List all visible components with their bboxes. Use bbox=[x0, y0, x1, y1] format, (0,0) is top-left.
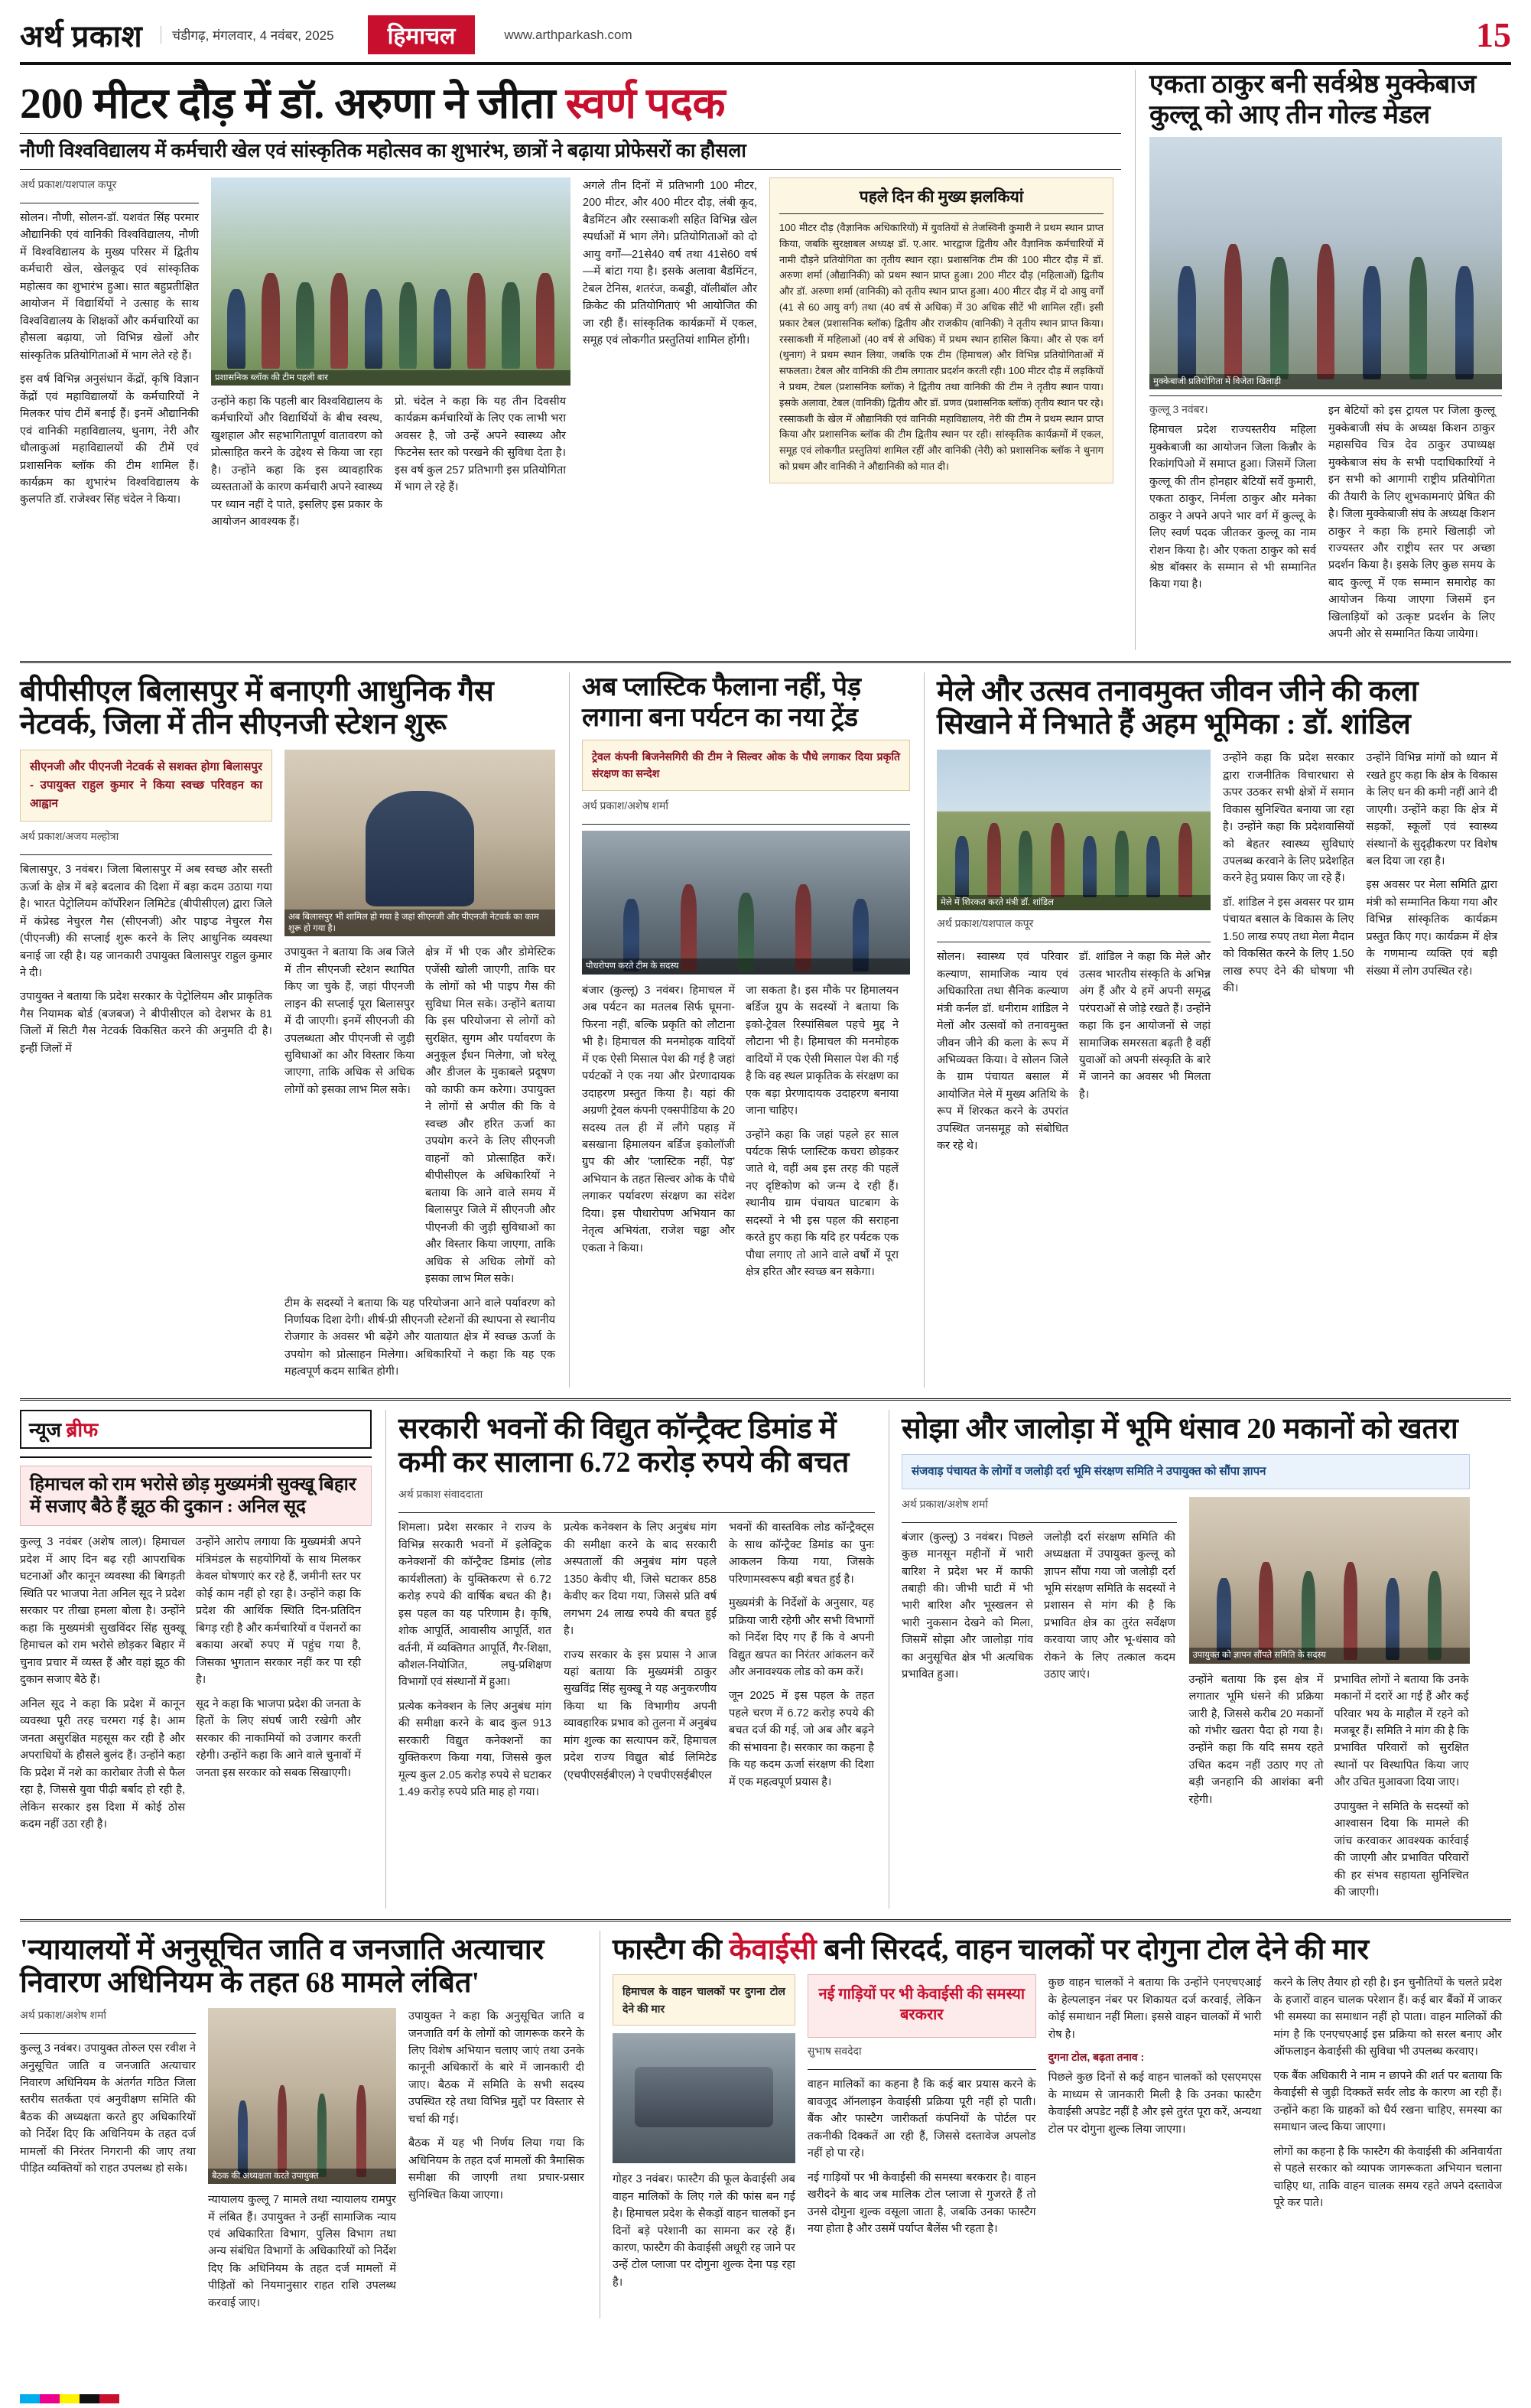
landslide-photo-caption: उपायुक्त को ज्ञापन सौंपते समिति के सदस्य bbox=[1189, 1648, 1471, 1663]
court-para-4: बैठक में यह भी निर्णय लिया गया कि अधिनियम के तहत दर्ज मामलों की त्रैमासिक समीक्षा की जाएगी तथा प्रचार-प्रसार सुनिश्चित किया जाएगा। bbox=[408, 2137, 584, 2201]
page-number: 15 bbox=[1476, 15, 1511, 54]
landslide-photo bbox=[1189, 1497, 1471, 1664]
bpcl-para-2: उपायुक्त ने बताया कि प्रदेश सरकार के पेट्रोलियम और प्राकृतिक गैस नियामक बोर्ड (बजबज) ने बीपीसीएल को देशभर के 81 जिलों में सिटी गैस नेटवर्क विकसित करने की अनुमति दी है। इन्हीं जिलों में bbox=[20, 991, 272, 1055]
divider bbox=[779, 213, 1104, 214]
fastag-para-6: करने के लिए तैयार हो रही है। इन चुनौतियों के चलते प्रदेश के हजारों वाहन चालक परेशान हैं। कई बार बैंकों में जाकर भी समस्या का समाधान नहीं हो पाता। वाहन मालिकों की मांग है कि एनएचएआई इस प्रक्रिया को सरल बनाए और ऑफलाइन केवाईसी की सुविधा भी उपलब्ध करवाए। bbox=[1273, 1977, 1502, 2058]
plastic-para-3: उन्होंने कहा कि जहां पहले हर साल पर्यटक सिर्फ प्लास्टिक कचरा छोड़कर जाते थे, वहीं अब इस तरह की पहलें नए दृष्टिकोण को जन्म दे रही हैं। स्थानीय ग्राम पंचायत घाटबाग के सदस्यों ने भी इस पहल की सराहना करते हुए कहा कि यदि हर पर्यटक एक पौधा लगाए तो आने वाले वर्षों में पूरा क्षेत्र हरित और स्वच्छ बन सकेगा। bbox=[746, 1128, 899, 1279]
photo-figures bbox=[937, 809, 1211, 898]
court-photo bbox=[208, 2008, 396, 2184]
electric-para-1: शिमला। प्रदेश सरकार ने राज्य के विभिन्न सरकारी भवनों में इलेक्ट्रिक कनेक्शनों की कॉन्ट्रैक्ट डिमांड (लोड कार्यशीलता) के युक्तिकरण से 6.72 करोड़ रुपये की वार्षिक बचत की है। इस पहल का यह परिणाम है। कृषि, शोक आपूर्ति, आवासीय आपूर्ति, शत वर्तनी, में व्यक्तिगत आपूर्ति, गैर-शिक्षा, कौशल-नियोजित, लघु-प्रशिक्षण विभागों एवं संस्थानों में हुआ। bbox=[398, 1521, 551, 1689]
bpcl-kicker: सीएनजी और पीएनजी नेटवर्क से सशक्त होगा बिलासपुर - उपायुक्त राहुल कुमार ने किया स्वच्छ परिवहन का आह्वान bbox=[30, 760, 262, 811]
news-brief-para-3: उन्होंने आरोप लगाया कि मुख्यमंत्री अपने मंत्रिमंडल के सहयोगियों के साथ मिलकर केवल घोषणाएं कर रहे हैं, जमीनी स्तर पर कोई काम नहीं हो रहा है। उन्होंने कहा कि प्रदेश की आर्थिक स्थिति दिन-प्रतिदिन बिगड़ रही है और कर्मचारियों व पेंशनरों का बकाया अरबों रुपए में पहुंच गया है, जिसका भुगतान सरकार नहीं कर पा रही है। bbox=[196, 1536, 361, 1687]
publication-logo: अर्थ प्रकाश bbox=[20, 19, 143, 54]
website-url[interactable]: www.arthparkash.com bbox=[504, 27, 632, 42]
bpcl-photo bbox=[284, 750, 555, 936]
electric-para-2: प्रत्येक कनेक्शन के लिए अनुबंध मांग की समीक्षा करने के बाद कुल 913 सरकारी विद्युत कनेक्शनों का युक्तिकरण किया गया, जिससे कुल मूल्य कुल 2.05 करोड़ रुपये से घटाकर 1.49 करोड़ रुपये प्रति माह हो गया। bbox=[398, 1700, 551, 1799]
lead-para-4: प्रो. चंदेल ने कहा कि यह तीन दिवसीय कार्यक्रम कर्मचारियों के लिए एक लाभी भरा अवसर है, जो उन्हें अपने स्वास्थ्य और फिटनेस स्तर को परखने की सुविधा देता है। इस वर्ष कुल 257 प्रतिभागी इस प्रतियोगिता में भाग ले रहे हैं। bbox=[395, 395, 566, 494]
issue-date: चंडीगढ़, मंगलवार, 4 नवंबर, 2025 bbox=[161, 26, 333, 44]
electric-headline: सरकारी भवनों की विद्युत कॉन्ट्रैक्ट डिमांड में कमी कर सालाना 6.72 करोड़ रुपये की बचत bbox=[398, 1412, 850, 1479]
edition-badge: हिमाचल bbox=[368, 15, 476, 54]
divider bbox=[1149, 395, 1502, 396]
fastag-para-1: गोहर 3 नवंबर। फास्टैग की फूल केवाईसी अब वाहन मालिकों के लिए गले की फांस बन गई है। हिमाचल प्रदेश के सैकड़ों वाहन चालकों इन दिनों बड़े परेशानी का सामना कर रहे हैं। कारण, फास्टैग की केवाईसी अधूरी रह जाने पर उन्हें टोल प्लाजा पर दोगुना शुल्क देना पड़ रहा है। bbox=[613, 2173, 795, 2289]
electric-story bbox=[385, 1410, 875, 1909]
news-brief-para-2: अनिल सूद ने कहा कि प्रदेश में कानून व्यवस्था पूरी तरह चरमरा गई है। आम जनता असुरक्षित महसूस कर रही है और अपराधियों के हौसले बुलंद हैं। उन्होंने कहा कि प्रदेश में नशे का कारोबार तेजी से फैल रहा है, जिससे युवा पीढ़ी बर्बाद हो रही है, लेकिन सरकार इस दिशा में कोई ठोस कदम नहीं उठा रही है। bbox=[20, 1697, 185, 1830]
plastic-byline: अर्थ प्रकाश/अशेष शर्मा bbox=[582, 799, 669, 812]
masthead bbox=[20, 14, 1511, 65]
bpcl-para-1: बिलासपुर, 3 नवंबर। जिला बिलासपुर में अब स्वच्छ और सस्ती ऊर्जा के क्षेत्र में बड़े बदलाव की दिशा में बड़ा कदम उठाया गया है। भारत पेट्रोलियम कॉर्पोरेशन लिमिटेड (बीपीसीएल) द्वारा जिले में कंप्रेस्ड नेचुरल गैस (सीएनजी) और पाइप्ड नेचुरल गैस (पीएनजी) की सप्लाई शुरू करने के लिए आधुनिक व्यवस्था बनाई जा रही है। यह जानकारी उपायुक्त बिलासपुर राहुल कुमार ने दी। bbox=[20, 864, 272, 979]
news-brief bbox=[20, 1410, 372, 1909]
photo-figures bbox=[1149, 218, 1502, 379]
fastag-para-8: लोगों का कहना है कि फास्टैग की केवाईसी की अनिवार्यता से पहले सरकार को व्यापक जागरूकता अभियान चलाना चाहिए था, ताकि वाहन चालक समय रहते अपने दस्तावेज पूरे कर पाते। bbox=[1273, 2145, 1502, 2209]
news-brief-para-4: सूद ने कहा कि भाजपा प्रदेश की जनता के हितों के लिए संघर्ष जारी रखेगी और सरकार की नाकामियों को उजागर करती रहेगी। उन्होंने कहा कि आने वाले चुनावों में जनता इस सरकार को सबक सिखाएगी। bbox=[196, 1697, 361, 1779]
lead-para-1: सोलन। नौणी, सोलन-डॉ. यशवंत सिंह परमार औद्यानिकी एवं वानिकी विश्वविद्यालय, नौणी में विश्वविद्यालय के मुख्य परिसर में द्वितीय कर्मचारी खेल, खेलकूद एवं सांस्कृतिक महोत्सव का शुभारंभ हुआ। सात बहुप्रतीक्षित आयोजन में विद्यार्थियों ने उत्साह के साथ विश्वविद्यालय के शिक्षकों और कर्मचारियों का हौसला बढ़ाया, जो विभिन्न खेलों और सांस्कृतिक प्रतियोगिताओं में भाग लेते रहे हैं। bbox=[20, 211, 199, 362]
news-brief-tag-part2: ब्रीफ bbox=[66, 1418, 99, 1441]
bpcl-kicker-box bbox=[20, 750, 272, 822]
lead-headline-main: 200 मीटर दौड़ में डॉ. अरुणा ने जीता bbox=[20, 80, 566, 128]
boxing-photo bbox=[1149, 137, 1502, 389]
electric-para-6: मुख्यमंत्री के निर्देशों के अनुसार, यह प्रक्रिया जारी रहेगी और सभी विभागों को निर्देश दिए गए हैं कि वे अपनी विद्युत खपत का निरंतर आंकलन करें और अनावश्यक लोड को कम करें। bbox=[729, 1597, 874, 1678]
plastic-photo bbox=[582, 831, 910, 975]
boxing-story bbox=[1135, 70, 1502, 650]
cmyk-registration-bar bbox=[20, 2394, 119, 2403]
bpcl-photo-caption: अब बिलासपुर भी शामिल हो गया है जहां सीएनजी और पीएनजी नेटवर्क का काम शुरू हो गया है। bbox=[284, 910, 555, 936]
mela-para-4: डॉ. शांडिल ने इस अवसर पर ग्राम पंचायत बसाल के विकास के लिए 1.50 लाख रुपए तथा मेला मैदान को विकसित करने के लिए 1.50 लाख रुपए देने की घोषणा भी की। bbox=[1223, 896, 1354, 995]
court-byline: अर्थ प्रकाश/अशेष शर्मा bbox=[20, 2009, 107, 2022]
plastic-kicker: ट्रेवल कंपनी बिजनेसगिरी की टीम ने सिल्वर ओक के पौधे लगाकर दिया प्रकृति संरक्षण का सन्देश bbox=[592, 750, 900, 780]
fastag-para-2: वाहन मालिकों का कहना है कि कई बार प्रयास करने के बावजूद ऑनलाइन केवाईसी प्रक्रिया पूरी नहीं हो पाती। बैंक और फास्टैग जारीकर्ता कंपनियों के पोर्टल पर तकनीकी दिक्कतें आ रही हैं, जिससे दस्तावेज अपलोड नहीं हो पा रहे। bbox=[807, 2078, 1036, 2160]
landslide-para-3: उन्होंने बताया कि इस क्षेत्र में लगातार भूमि धंसने की प्रक्रिया जारी है, जिससे करीब 20 मकानों को गंभीर खतरा पैदा हो गया है। उन्होंने कहा कि यदि समय रहते उचित कदम नहीं उठाए गए तो बड़ी जनहानि की आशंका बनी रहेगी। bbox=[1188, 1673, 1324, 1806]
lead-photo bbox=[211, 177, 570, 386]
news-brief-box bbox=[20, 1466, 372, 1527]
lead-highlight-title: पहले दिन की मुख्य झलकियां bbox=[859, 187, 1024, 206]
landslide-para-4: प्रभावित लोगों ने बताया कि उनके मकानों में दरारें आ गई हैं और कई परिवार भय के माहौल में रहने को मजबूर हैं। समिति ने मांग की है कि प्रभावित परिवारों को सुरक्षित स्थानों पर विस्थापित किया जाए और उचित मुआवजा दिया जाए। bbox=[1334, 1673, 1469, 1789]
photo-figures bbox=[211, 255, 570, 369]
bpcl-para-3: उपायुक्त ने बताया कि अब जिले में तीन सीएनजी स्टेशन स्थापित किए जा चुके हैं, जहां पीएनजी लाइन की सप्लाई पूरा बिलासपुर में दी जाएगी। इनमें सीएनजी की उपलब्धता और पीएनजी से जुड़ी सुविधाओं का और विस्तार किया जाएगा, ताकि अधिक से अधिक लोगों को इसका लाभ मिल सके। bbox=[284, 946, 414, 1096]
fastag-headline-highlight: केवाईसी bbox=[729, 1933, 817, 1966]
electric-para-4: राज्य सरकार के इस प्रयास ने आज यहां बताया कि मुख्यमंत्री ठाकुर सुखविंद्र सिंह सुक्खू ने यह अनुकरणीय किया था कि विभागीय अपनी व्यावहारिक प्रभाव को तुलना में अनुबंध मांग शुल्क का सत्यापन करें, हिमाचल प्रदेश राज्य विद्युत बोर्ड लिमिटेड (एचपीएसईबीएल) ने एचपीएसईबीएल bbox=[564, 1648, 717, 1782]
bpcl-para-4: क्षेत्र में भी एक और डोमेस्टिक एजेंसी खोली जाएगी, ताकि घर के लोगों को भी पाइप गैस की सुविधा मिल सके। उन्होंने बताया कि इस परियोजना से लोगों को सुरक्षित, सुगम और पर्यावरण के अनुकूल ईंधन मिलेगा, जो घरेलू और डीजल के मुकाबले प्रदूषण को काफी कम करेगा। उपायुक्त ने लोगों से अपील की कि वे स्वच्छ और हरित ऊर्जा का उपयोग करने के लिए सीएनजी वाहनों को प्रोत्साहित करें। बीपीसीएल के अधिकारियों ने बताया कि आने वाले समय में बिलासपुर जिले में सीएनजी और पीएनजी की जुड़ी सुविधाओं का और विस्तार किया जाएगा, ताकि अधिक से अधिक लोगों को इसका लाभ मिल सके। bbox=[425, 946, 555, 1286]
mela-photo bbox=[937, 750, 1211, 910]
boxing-headline: एकता ठाकुर बनी सर्वश्रेष्ठ मुक्केबाज कुल्लू को आए तीन गोल्ड मेडल bbox=[1149, 70, 1477, 130]
lead-byline: अर्थ प्रकाश/यशपाल कपूर bbox=[20, 177, 117, 190]
electric-para-3: प्रत्येक कनेक्शन के लिए अनुबंध मांग की समीक्षा करने के बाद सरकारी अस्पतालों की अनुबंध मांग पहले 1350 केवीए थी, जिसे घटाकर 858 केवीए कर दिया गया, जिससे प्रति वर्ष लगभग 24 लाख रुपये की बचत हुई है। bbox=[564, 1521, 717, 1638]
court-photo-caption: बैठक की अध्यक्षता करते उपायुक्त bbox=[208, 2169, 396, 2184]
divider bbox=[398, 1512, 875, 1513]
news-brief-para-1: कुल्लू 3 नवंबर (अशेष लाल)। हिमाचल प्रदेश में आए दिन बढ़ रही आपराधिक घटनाओं और कानून व्यवस्था की बिगड़ती स्थिति पर भाजपा नेता अनिल सूद ने प्रदेश सरकार पर तीखा हमला बोला है। उन्होंने कहा कि मुख्यमंत्री सुखविंदर सिंह सुक्खू हिमाचल को राम भरोसे छोड़कर बिहार में चुनाव प्रचार में व्यस्त हैं और वहां झूठ की दुकान सजाए बैठे हैं। bbox=[20, 1536, 185, 1687]
boxing-para-1: हिमाचल प्रदेश राज्यस्तरीय महिला मुक्केबाजी का आयोजन जिला किन्नौर के रिकांगपिओ में समाप्त हुआ। जिसमें जिला कुल्लू की तीन होनहार बेटियों सर्वे कुमारी, एकता ठाकुर, निर्मला ठाकुर और मनेका ठाकुर ने अपने अपने भार वर्ग में कुल्लू के लिए स्वर्ण पदक जीतकर कुल्लू का नाम रोशन किया है। और एकता ठाकुर को सर्व श्रेष्ठ बॉक्सर के सम्मान से भी सम्मानित किया गया है। bbox=[1149, 424, 1316, 591]
plastic-photo-caption: पौधरोपण करते टीम के सदस्य bbox=[582, 958, 910, 974]
cmyk-yellow bbox=[60, 2394, 80, 2403]
boxing-para-2: इन बेटियों को इस ट्रायल पर जिला कुल्लू मुक्केबाजी संघ के अध्यक्ष किशन ठाकुर महासचिव चित्र देव ठाकुर उपाध्यक्ष मुक्केबाज संघ के सभी पदाधिकारियों ने इन सभी को आगामी राष्ट्रीय प्रतियोगिता की तैयारी के लिए शुभकामनाएं प्रेषित की है। जिला मुक्केबाजी संघ के अध्यक्ष किशन ठाकुर ने कहा कि हमारे खिलाड़ी जो राज्यस्तर और राष्ट्रीय स्तर पर अच्छा प्रदर्शन किया है। इसके लिए कुछ समय के बाद कुल्लू में एक सम्मान समारोह का आयोजन किया जाएगा जिसमें इन खिलाड़ियों को उत्कृष्ट प्रदर्शन के लिए अपनी ओर से सम्मानित किया जायेगा। bbox=[1328, 405, 1495, 641]
photo-subject bbox=[366, 791, 474, 906]
section-divider bbox=[20, 1398, 1511, 1401]
fastag-para-7: एक बैंक अधिकारी ने नाम न छापने की शर्त पर बताया कि केवाईसी से जुड़ी दिक्कतें सर्वर लोड के कारण आ रही हैं। उन्होंने कहा कि ग्राहकों को धैर्य रखना चाहिए, समस्या का समाधान जल्द किया जाएगा। bbox=[1273, 2069, 1502, 2134]
news-brief-headline: हिमाचल को राम भरोसे छोड़ मुख्यमंत्री सुक्खू बिहार में सजाए बैठे हैं झूठ की दुकान : अनिल सूद bbox=[30, 1474, 356, 1517]
fastag-kicker-box bbox=[808, 1974, 1036, 2038]
mela-story bbox=[924, 672, 1497, 1388]
court-headline: 'न्यायालयों में अनुसूचित जाति व जनजाति अत्याचार निवारण अधिनियम के तहत 68 मामले लंबित' bbox=[20, 1933, 544, 2000]
divider bbox=[20, 854, 272, 855]
fastag-kicker: नई गाड़ियों पर भी केवाईसी की समस्या बरकरार bbox=[818, 1986, 1026, 2024]
cmyk-magenta bbox=[40, 2394, 60, 2403]
mela-byline: अर्थ प्रकाश/यशपाल कपूर bbox=[937, 917, 1034, 930]
plastic-para-2: जा सकता है। इस मौके पर हिमालयन बर्डिज ग्रुप के सदस्यों ने बताया कि इको-ट्रेवल रिस्पांसिबल पहचे मुद्द ने लौटाना भी है। हिमाचल की मनमोहक वादियों में एक ऐसी मिसाल पेश की गई है कि वह स्थल प्राकृतिक के संरक्षण का एक बड़ा प्रेरणादायक उदाहरण बनाया जाना चाहिए। bbox=[746, 984, 899, 1118]
lead-para-3: उन्होंने कहा कि पहली बार विश्वविद्यालय के कर्मचारियों और विद्यार्थियों के बीच स्वस्थ, खुशहाल और सहभागितापूर्ण वातावरण को प्रोत्साहित करने के उद्देश्य से किया जा रहा है। उन्होंने कहा कि इस व्यावहारिक व्यस्तताओं के कारण कर्मचारी अपने स्वास्थ्य पर ध्यान नहीं दे पाते, इसलिए इस प्रकार के आयोजन आवश्यक हैं। bbox=[211, 395, 382, 529]
mela-para-5: उन्होंने विभिन्न मांगों को ध्यान में रखते हुए कहा कि क्षेत्र के विकास के लिए धन की कमी नहीं आने दी जाएगी। उन्होंने कहा कि क्षेत्र में सड़कों, स्कूलों एवं स्वास्थ्य संस्थानों के सुदृढ़ीकरण पर विशेष बल दिया जा रहा है। bbox=[1366, 752, 1497, 867]
fastag-byline: सुभाष सवदेदा bbox=[807, 2045, 862, 2058]
mela-para-2: डॉ. शांडिल ने कहा कि मेले और उत्सव भारतीय संस्कृति के अभिन्न अंग हैं और ये हमें अपनी समृद्ध परंपराओं से जोड़े रखते हैं। उन्होंने कहा कि इन आयोजनों से जहां सामाजिक समरसता बढ़ती है वहीं युवाओं को अपनी संस्कृति के बारे में जानने का अवसर भी मिलता है। bbox=[1079, 951, 1211, 1101]
plastic-headline: अब प्लास्टिक फैलाना नहीं, पेड़ लगाना बना पर्यटन का नया ट्रेंड bbox=[582, 672, 862, 732]
news-brief-tag bbox=[20, 1410, 372, 1449]
court-para-2: न्यायालय कुल्लू 7 मामले तथा न्यायालय रामपुर में लंबित हैं। उपायुक्त ने उन्हीं सामाजिक न्याय एवं अधिकारिता विभाग, पुलिस विभाग तथा अन्य संबंधित विभागों के अधिकारियों को निर्देश दिए कि अधिनियम के तहत दर्ज मामलों में पीड़ितों को नियमानुसार राहत राशि उपलब्ध करवाई जाए। bbox=[208, 2194, 396, 2309]
photo-figures bbox=[208, 2068, 396, 2177]
landslide-para-5: उपायुक्त ने समिति के सदस्यों को आश्वासन दिया कि मामले की जांच करवाकर आवश्यक कार्रवाई की जाएगी और प्रभावित परिवारों की हर संभव सहायता सुनिश्चित की जाएगी। bbox=[1334, 1800, 1469, 1899]
plastic-kicker-box bbox=[582, 740, 910, 791]
fastag-story bbox=[600, 1931, 1502, 2319]
news-brief-tag-part1: न्यूज bbox=[29, 1418, 62, 1441]
lead-highlight-text: 100 मीटर दौड़ (वैज्ञानिक अधिकारियों) में युवतियों से तेजस्विनी कुमारी ने प्रथम स्थान प्राप्त किया, जबकि सुरक्षाबल अध्यक्ष डॉ. ए.आर. भारद्वाज द्वितीय और वैज्ञानिक कर्मचारियों में नामी दौड़ने प्रतियोगिता का तृतीय स्थान रहा। प्रशासनिक टीम की 100 मीटर दौड़ में डॉ. अरुणा शर्मा (औद्यानिकी) को प्रथम स्थान प्राप्त हुआ। 200 मीटर दौड़ (महिलाओं) द्वितीय और डॉ. अरुणा शर्मा (वानिकी) को तृतीय स्थान प्राप्त हुआ। 400 मीटर दौड़ में दो आयु वर्गों (41 से 60 आयु वर्ग) तथा (40 वर्ष से अधिक) में 30 अधिक सीटें भी शामिल रहीं। इसी प्रकार टेबल (प्रशासनिक ब्लॉक) द्वितीय और राजकीय (वानिकी) ने तृतीय स्थान प्राप्त किया। रस्साकशी में महिलाओं (40 वर्ष से अधिक) में प्रथम स्थान हासिल किया। और से एक वर्ग (थुनाग) ने प्रथम स्थान लिया, जबकि एक टीम (हिमाचल) और विभिन्न प्रतियोगिताओं में सफलता। टेबल और वानिकी की टीम लगातार प्रदर्शन करती रही। 100 मीटर दौड़ में लड़कियों ने प्रथम, टेबल (प्रशासनिक ब्लॉक) ने द्वितीय तथा वानिकी की टीम ने तृतीय स्थान पाया। इसके अलावा, टेबल (वानिकी) द्वितीय और डॉ. प्रणव (प्रशासनिक ब्लॉक) तृतीय स्थान पर रहे। रस्साकशी के खेल में औद्यानिकी एवं वानिकी महाविद्यालय, नेरी की टीम ने प्रथम स्थान प्राप्त किया और प्रशासनिक ब्लॉक की टीम द्वितीय स्थान पर रही। सांस्कृतिक कार्यक्रमों में एकल, समूह एवं लोकगीत प्रस्तुतियां शामिल रहीं और वानिकी (नेरी) को प्रशासनिक ब्लॉक ने थुनाग को प्रथम और वानिकी ने औद्यानिकी को मात दी। bbox=[779, 221, 1104, 472]
lead-subhead: नौणी विश्वविद्यालय में कर्मचारी खेल एवं सांस्कृतिक महोत्सव का शुभारंभ, छात्रों ने बढ़ाया प्रोफेसरों का हौसला bbox=[20, 133, 1121, 170]
cmyk-cyan bbox=[20, 2394, 40, 2403]
landslide-para-2: जलोड़ी दर्रा संरक्षण समिति की अध्यक्षता में उपायुक्त कुल्लू को ज्ञापन सौंपा गया जो जलोड़ी दर्रा भूमि संरक्षण समिति के सदस्यों ने प्रशासन से मांग की है कि प्रभावित क्षेत्र का तुरंत सर्वेक्षण करवाया जाए और भू-धंसाव को रोकने के लिए तत्काल कदम उठाए जाएं। bbox=[1044, 1531, 1175, 1681]
fastag-headline bbox=[613, 1934, 1502, 1967]
divider bbox=[902, 1522, 1177, 1523]
plastic-story bbox=[569, 672, 910, 1388]
plastic-para-1: बंजार (कुल्लू) 3 नवंबर। हिमाचल में अब पर्यटन का मतलब सिर्फ घूमना-फिरना नहीं, बल्कि प्रकृति को लौटाना भी है। हिमाचल की मनमोहक वादियों में एक ऐसी मिसाल पेश की गई है जहां पर्यटकों ने एक नया और प्रेरणादायक उदाहरण प्रस्तुत किया है। यहां की अग्रणी ट्रेवल कंपनी एक्सपीडिया के 20 सदस्य तल ही में लौंगे पहाड़ में बसखाना हिमालयन बर्डिज इकोलॉजी ग्रुप की और 'प्लास्टिक नहीं, पेड़' अभियान के तहत सिल्वर ओक के पौधे लगाकर पर्यावरण संरक्षण का संदेश दिया। इस पौधारोपण अभियान का नेतृत्व अभियंता, राजेश चढ्ढा और एकता ने किया। bbox=[582, 984, 735, 1254]
landslide-kicker: संजवाड़ पंचायत के लोगों व जलोड़ी दर्रा भूमि संरक्षण समिति ने उपायुक्त को सौंपा ज्ञापन bbox=[912, 1464, 1266, 1478]
section-divider bbox=[20, 1919, 1511, 1922]
divider bbox=[20, 1456, 372, 1458]
court-story bbox=[20, 1931, 586, 2319]
electric-para-5: भवनों की वास्तविक लोड कॉन्ट्रैक्ट्स के साथ कॉन्ट्रैक्ट डिमांड का पुनः आकलन किया गया, जिसके परिणामस्वरूप बड़ी बचत हुई है। bbox=[729, 1521, 874, 1586]
fastag-para-3: नई गाड़ियों पर भी केवाईसी की समस्या बरकरार है। वाहन खरीदने के बाद जब मालिक टोल प्लाजा से गुजरते हैं तो उनसे दोगुना शुल्क वसूला जाता है, जबकि उनका फास्टैग नया होता है और उसमें पर्याप्त बैलेंस भी रहता है। bbox=[807, 2171, 1036, 2236]
divider bbox=[582, 824, 910, 825]
landslide-headline: सोझा और जालोड़ा में भूमि धंसाव 20 मकानों को खतरा bbox=[902, 1412, 1458, 1445]
mela-headline: मेले और उत्सव तनावमुक्त जीवन जीने की कला सिखाने में निभाते हैं अहम भूमिका : डॉ. शांडिल bbox=[937, 675, 1419, 741]
mela-para-6: इस अवसर पर मेला समिति द्वारा मंत्री को सम्मानित किया गया और विभिन्न सांस्कृतिक कार्यक्रम प्रस्तुत किए गए। कार्यक्रम में क्षेत्र के गणमान्य व्यक्ति एवं बड़ी संख्या में लोग उपस्थित रहे। bbox=[1366, 879, 1497, 978]
fastag-headline-part1: फास्टैग की bbox=[613, 1933, 730, 1966]
fastag-para-4: कुछ वाहन चालकों ने बताया कि उन्होंने एनएचएआई के हेल्पलाइन नंबर पर शिकायत दर्ज करवाई, लेकिन कोई समाधान नहीं मिला। इससे वाहन चालकों में भारी रोष है। bbox=[1048, 1977, 1262, 2041]
mela-para-1: सोलन। स्वास्थ्य एवं परिवार कल्याण, सामाजिक न्याय एवं अधिकारिता तथा सैनिक कल्याण मंत्री कर्नल डॉ. धनीराम शांडिल ने मेलों और उत्सवों को तनावमुक्त जीवन जीने की कला के रूप में अभिव्यक्त किया। वे सोलन जिले के ग्राम पंचायत बसाल में आयोजित मेले में मुख्य अतिथि के रूप में शिरकत करने के उपरांत उपस्थित जनसमूह को संबोधित कर रहे थे। bbox=[937, 951, 1068, 1153]
bpcl-para-5: टीम के सदस्यों ने बताया कि यह परियोजना आने वाले पर्यावरण को निर्णायक दिशा देगी। शीर्ष-प्री सीएनजी स्टेशनों की स्थापना से स्थानीय रोजगार के अवसर भी बढ़ेंगे और यातायात क्षेत्र में स्वच्छ ऊर्जा के उपयोग को प्रोत्साहन मिलेगा। अधिकारियों ने कहा कि यह एक महत्वपूर्ण कदम साबित होगी। bbox=[284, 1297, 555, 1378]
mela-photo-caption: मेले में शिरकत करते मंत्री डॉ. शांडिल bbox=[937, 895, 1211, 910]
landslide-story bbox=[889, 1410, 1470, 1909]
section-divider bbox=[20, 661, 1511, 663]
photo-figures bbox=[1189, 1544, 1471, 1661]
lead-highlight-box bbox=[769, 177, 1113, 483]
divider bbox=[20, 2033, 196, 2034]
bpcl-byline: अर्थ प्रकाश/अजय मल्होत्रा bbox=[20, 830, 119, 843]
photo-vehicle bbox=[635, 2067, 774, 2127]
fastag-headline-part2: बनी सिरदर्द, वाहन चालकों पर दोगुना टोल देने की मार bbox=[816, 1933, 1370, 1966]
bpcl-headline: बीपीसीएल बिलासपुर में बनाएगी आधुनिक गैस नेटवर्क, जिला में तीन सीएनजी स्टेशन शुरू bbox=[20, 675, 494, 741]
lead-headline bbox=[20, 80, 1121, 129]
lead-para-5: अगले तीन दिनों में प्रतिभागी 100 मीटर, 200 मीटर, और 400 मीटर दौड़, लंबी कूद, बैडमिंटन और रस्साकशी सहित विभिन्न खेल स्पर्धाओं में भाग लेंगे। प्रतियोगिताओं को दो आयु वर्गों—21से40 वर्ष तथा 41से60 वर्ष—में बांटा गया है। इसके अलावा बैडमिंटन, टेबल टेनिस, शतरंज, कबड्डी, वॉलीबॉल और क्रिकेट की प्रतियोगिताएं भी आयोजित की जा रही हैं। सांस्कृतिक कार्यक्रमों में एकल, समूह एवं लोकगीत प्रस्तुतियां शामिल होंगी। bbox=[583, 179, 757, 347]
landslide-kicker-box bbox=[902, 1454, 1470, 1489]
lead-headline-highlight: स्वर्ण पदक bbox=[565, 80, 726, 128]
fastag-side-note: हिमाचल के वाहन चालकों पर दुगना टोल देने की मार bbox=[622, 1985, 785, 2015]
mela-para-3: उन्होंने कहा कि प्रदेश सरकार द्वारा राजनीतिक विचारधारा से ऊपर उठकर सभी क्षेत्रों में समान विकास सुनिश्चित बनाया जा रहा है। उन्होंने कहा कि प्रदेशवासियों को बेहतर स्वास्थ्य सुविधाएं उपलब्ध करवाने के लिए प्रदेशहित करने हेतु प्रयास किए जा रहे हैं। bbox=[1223, 752, 1354, 885]
court-para-1: कुल्लू 3 नवंबर। उपायुक्त तोरुल एस रवीश ने अनुसूचित जाति व जनजाति अत्याचार निवारण अधिनियम के अंतर्गत गठित जिला स्तरीय सतर्कता एवं अनुवीक्षण समिति की बैठक की अध्यक्षता करते हुए अधिकारियों को निर्देश दिए कि अधिनियम के तहत दर्ज मामलों की निरंतर निगरानी की जाए तथा पीड़ित व्यक्तियों को राहत उपलब्ध हो सके। bbox=[20, 2042, 196, 2175]
landslide-byline: अर्थ प्रकाश/अशेष शर्मा bbox=[902, 1497, 989, 1510]
fastag-para-5: पिछले कुछ दिनों से कई वाहन चालकों को एसएमएस के माध्यम से जानकारी मिली है कि उनका फास्टैग केवाईसी अपडेट नहीं है और इसे तुरंत पूरा करें, अन्यथा टोल पर दोगुना शुल्क लिया जाएगा। bbox=[1048, 2071, 1262, 2136]
cmyk-black bbox=[80, 2394, 99, 2403]
bpcl-story bbox=[20, 672, 555, 1388]
electric-byline: अर्थ प्रकाश संवाददाता bbox=[398, 1488, 483, 1501]
fastag-subhead: दुगना टोल, बढ़ता तनाव : bbox=[1048, 2051, 1145, 2064]
lead-para-2: इस वर्ष विभिन्न अनुसंधान केंद्रों, कृषि विज्ञान केंद्रों एवं महाविद्यालयों के कर्मचारियों ने मिलकर पांच टीमें बनाई हैं। इनमें औद्यानिकी एवं वानिकी महाविद्यालय, थुनाग, नेरी और धौलाकुआं महाविद्यालयों की टीमें एवं प्रशासनिक ब्लॉक की टीम शामिल हैं। कार्यक्रम का शुभारंभ विश्वविद्यालय के कुलपति डॉ. राजेश्वर सिंह चंदेल ने किया। bbox=[20, 373, 199, 506]
electric-para-7: जून 2025 में इस पहल के तहत पहले चरण में 6.72 करोड़ रुपये की बचत दर्ज की गई, जो अब और बढ़ने की संभावना है। सरकार का कहना है कि यह कदम ऊर्जा संरक्षण की दिशा में एक महत्वपूर्ण प्रयास है। bbox=[729, 1690, 874, 1788]
cmyk-red bbox=[99, 2394, 119, 2403]
divider bbox=[808, 2069, 1036, 2070]
landslide-para-1: बंजार (कुल्लू) 3 नवंबर। पिछले कुछ मानसून महीनों में भारी बारिश ने प्रदेश भर में काफी तबाही की। जीभी घाटी में भी भारी बारिश और भूस्खलन से भारी नुकसान देखने को मिला, जिसमें सोझा और जालोड़ा गांव का अनुसूचित क्षेत्र भी अत्यधिक प्रभावित हुआ। bbox=[902, 1531, 1033, 1681]
fastag-photo bbox=[613, 2033, 795, 2163]
boxing-byline: कुल्लू 3 नवंबर। bbox=[1149, 403, 1208, 416]
boxing-photo-caption: मुक्केबाजी प्रतियोगिता में विजेता खिलाड़ी bbox=[1149, 374, 1502, 389]
fastag-side-note-box bbox=[613, 1974, 795, 2026]
lead-photo-caption: प्रशासनिक ब्लॉक की टीम पहली बार bbox=[211, 370, 570, 386]
court-para-3: उपायुक्त ने कहा कि अनुसूचित जाति व जनजाति वर्ग के लोगों को जागरूक करने के लिए विशेष अभियान चलाए जाएं तथा उनके कानूनी अधिकारों के बारे में जानकारी दी जाए। बैठक में समिति के सभी सदस्य उपस्थित रहे तथा विभिन्न मुद्दों पर विस्तार से चर्चा की गई। bbox=[408, 2010, 584, 2126]
photo-figures bbox=[582, 868, 910, 971]
